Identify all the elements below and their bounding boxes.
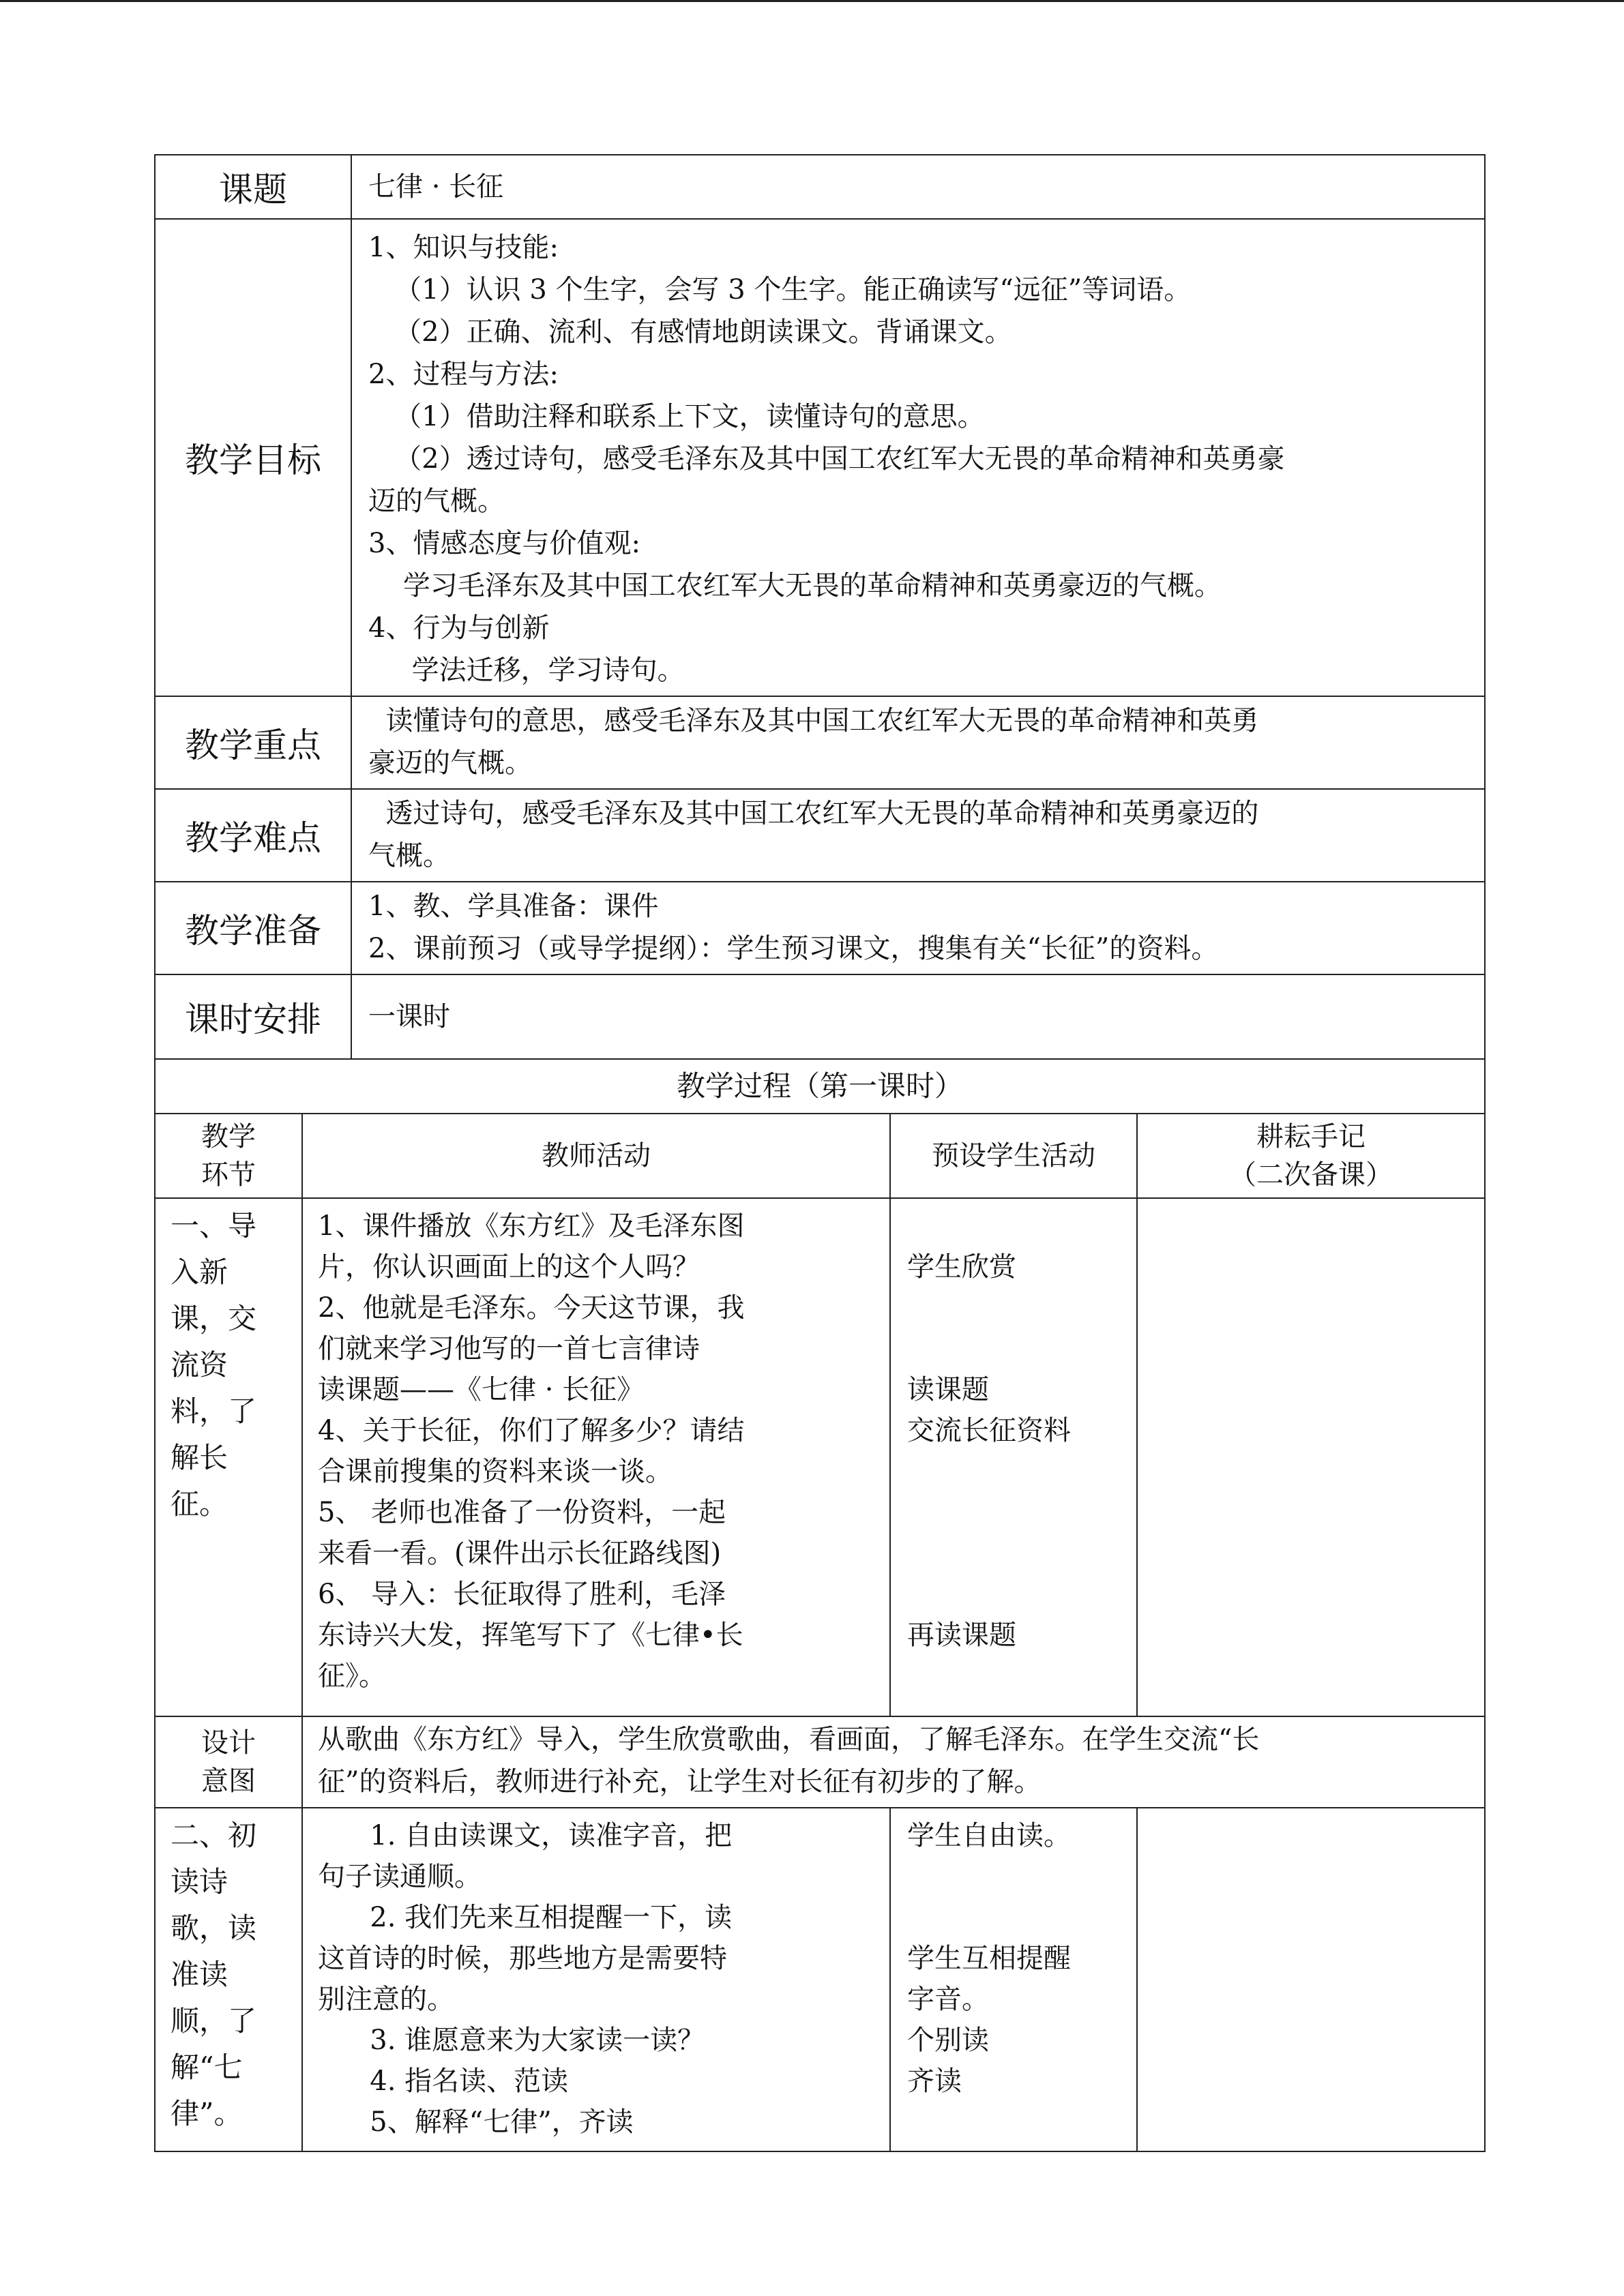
teacher-line: 征》。 [318, 1660, 386, 1692]
objective-line: （2）透过诗句，感受毛泽东及其中国工农红军大无畏的革命精神和英勇豪 [368, 443, 1285, 475]
preparation-row [155, 882, 1485, 974]
teacher-line: 别注意的。 [318, 1984, 454, 2015]
student-line: 个别读 [907, 2025, 989, 2056]
lesson-plan-table [154, 154, 1486, 2152]
key-points-line: 读懂诗句的意思，感受毛泽东及其中国工农红军大无畏的革命精神和英勇 [368, 705, 1259, 736]
teacher-line: 们就来学习他写的一首七言律诗 [318, 1333, 700, 1365]
student-line [907, 1451, 1124, 1492]
objective-line: 4、行为与创新 [368, 612, 550, 644]
segment-line: 流资 [171, 1348, 228, 1382]
process-title: 教学过程（第一课时） [155, 1059, 1485, 1114]
objective-line: （1）借助注释和联系上下文，读懂诗句的意思。 [368, 401, 985, 432]
teacher-line: 1. 自由读课文，读准字音，把 [318, 1820, 733, 1851]
teacher-line: 1、课件播放《东方红》及毛泽东图 [318, 1210, 745, 1242]
objectives-content [351, 219, 1485, 696]
objectives-label: 教学目标 [155, 219, 351, 696]
teacher-line: 这首诗的时候，那些地方是需要特 [318, 1943, 727, 1974]
difficulties-row [155, 789, 1485, 882]
topic-row [155, 155, 1485, 219]
design-label [155, 1716, 302, 1808]
segment-line: 征。 [171, 1487, 228, 1521]
objectives-row [155, 219, 1485, 696]
teacher-line: 东诗兴大发，挥笔写下了《七律•长 [318, 1620, 743, 1651]
segment-line: 二、初 [171, 1819, 257, 1852]
section1-notes [1137, 1198, 1485, 1716]
student-line: 齐读 [907, 2066, 962, 2097]
section2-row [155, 1808, 1485, 2151]
segment-column-header [155, 1114, 302, 1198]
student-line: 学生欣赏 [907, 1251, 1016, 1283]
segment-line: 律”。 [171, 2097, 243, 2130]
teacher-line: 4、关于长征，你们了解多少？请结 [318, 1415, 745, 1446]
segment-header-line: 环节 [201, 1159, 256, 1191]
teacher-line: 来看一看。(课件出示长征路线图) [318, 1538, 722, 1569]
topic-value: 七律 · 长征 [351, 155, 1485, 219]
section2-student-activity [890, 1808, 1137, 2151]
segment-line: 解“七 [171, 2051, 243, 2084]
segment-line: 读诗 [171, 1865, 228, 1898]
schedule-label: 课时安排 [155, 974, 351, 1059]
objective-line: 迈的气概。 [368, 486, 505, 517]
student-line [907, 2102, 1124, 2143]
teacher-line: 读课题——《七律 · 长征》 [318, 1374, 645, 1405]
section1-segment [155, 1198, 302, 1716]
student-line [907, 1856, 1124, 1897]
design-label-line: 设计 [201, 1727, 256, 1759]
student-line: 学生互相提醒 [907, 1943, 1071, 1974]
objective-line: 1、知识与技能: [368, 232, 559, 263]
difficulties-label: 教学难点 [155, 789, 351, 882]
student-line [907, 1328, 1124, 1369]
key-points-row [155, 696, 1485, 789]
preparation-content [351, 882, 1485, 974]
design-content [302, 1716, 1485, 1808]
section1-row [155, 1198, 1485, 1716]
section2-notes [1137, 1808, 1485, 2151]
page-top-border [0, 0, 1624, 2]
design-label-line: 意图 [201, 1765, 256, 1797]
design-line: 从歌曲《东方红》导入，学生欣赏歌曲，看画面，了解毛泽东。在学生交流“长 [318, 1724, 1260, 1755]
segment-line: 歌，读 [171, 1911, 257, 1945]
student-line: 再读课题 [907, 1620, 1016, 1651]
objective-line: （1）认识 3 个生字，会写 3 个生字。能正确读写“远征”等词语。 [368, 274, 1192, 305]
segment-line: 顺，了 [171, 2004, 257, 2038]
notes-header-line: 耕耘手记 [1256, 1121, 1365, 1152]
student-line [907, 1206, 1124, 1247]
preparation-label: 教学准备 [155, 882, 351, 974]
section2-teacher-activity [302, 1808, 890, 2151]
student-line [907, 1897, 1124, 1938]
segment-line: 准读 [171, 1958, 228, 1991]
teacher-line: 片，你认识画面上的这个人吗？ [318, 1251, 700, 1283]
segment-line: 料，了 [171, 1395, 257, 1428]
segment-line: 课，交 [171, 1302, 257, 1335]
teacher-line: 3. 谁愿意来为大家读一读？ [318, 2025, 705, 2056]
design-row [155, 1716, 1485, 1808]
process-title-row [155, 1059, 1485, 1114]
design-line: 征”的资料后，教师进行补充，让学生对长征有初步的了解。 [318, 1766, 1042, 1798]
teacher-line: 5、 老师也准备了一份资料，一起 [318, 1497, 726, 1528]
notes-header-line: （二次备课） [1229, 1159, 1393, 1191]
process-header-row [155, 1114, 1485, 1198]
student-line [907, 1656, 1124, 1697]
student-line [907, 1574, 1124, 1615]
student-line: 读课题 [907, 1374, 989, 1405]
key-points-content [351, 696, 1485, 789]
objective-line: （2）正确、流利、有感情地朗读课文。背诵课文。 [368, 316, 1012, 348]
teacher-line: 6、 导入：长征取得了胜利，毛泽 [318, 1579, 726, 1610]
topic-label: 课题 [155, 155, 351, 219]
teacher-line: 2、他就是毛泽东。今天这节课，我 [318, 1292, 745, 1324]
teacher-column-header: 教师活动 [302, 1114, 890, 1198]
objective-line: 2、过程与方法: [368, 359, 559, 390]
student-line [907, 1287, 1124, 1328]
difficulties-content [351, 789, 1485, 882]
preparation-line: 2、课前预习（或导学提纲）：学生预习课文，搜集有关“长征”的资料。 [368, 933, 1219, 964]
student-column-header: 预设学生活动 [890, 1114, 1137, 1198]
difficulties-line: 气概。 [368, 840, 450, 871]
teacher-line: 句子读通顺。 [318, 1861, 482, 1892]
segment-line: 一、导 [171, 1209, 257, 1242]
segment-header-line: 教学 [201, 1121, 256, 1152]
student-line: 交流长征资料 [907, 1415, 1071, 1446]
teacher-line: 2. 我们先来互相提醒一下，读 [318, 1902, 733, 1933]
key-points-line: 豪迈的气概。 [368, 747, 532, 779]
key-points-label: 教学重点 [155, 696, 351, 789]
teacher-line: 合课前搜集的资料来谈一谈。 [318, 1456, 673, 1487]
student-line [907, 1492, 1124, 1533]
section1-student-activity [890, 1198, 1137, 1716]
objective-line: 学法迁移，学习诗句。 [368, 655, 685, 686]
schedule-row [155, 974, 1485, 1059]
segment-line: 解长 [171, 1441, 228, 1474]
section2-segment [155, 1808, 302, 2151]
notes-column-header [1137, 1114, 1485, 1198]
difficulties-line: 透过诗句，感受毛泽东及其中国工农红军大无畏的革命精神和英勇豪迈的 [368, 798, 1259, 829]
segment-line: 入新 [171, 1255, 228, 1289]
objective-line: 学习毛泽东及其中国工农红军大无畏的革命精神和英勇豪迈的气概。 [368, 570, 1222, 601]
student-line [907, 1533, 1124, 1574]
student-line: 学生自由读。 [907, 1820, 1071, 1851]
teacher-line: 4. 指名读、范读 [318, 2066, 569, 2097]
teacher-line: 5、解释“七律”，齐读 [318, 2106, 634, 2138]
objective-line: 3、情感态度与价值观: [368, 528, 640, 559]
preparation-line: 1、教、学具准备：课件 [368, 891, 659, 922]
student-line: 字音。 [907, 1984, 989, 2015]
section1-teacher-activity [302, 1198, 890, 1716]
schedule-value: 一课时 [351, 974, 1485, 1059]
